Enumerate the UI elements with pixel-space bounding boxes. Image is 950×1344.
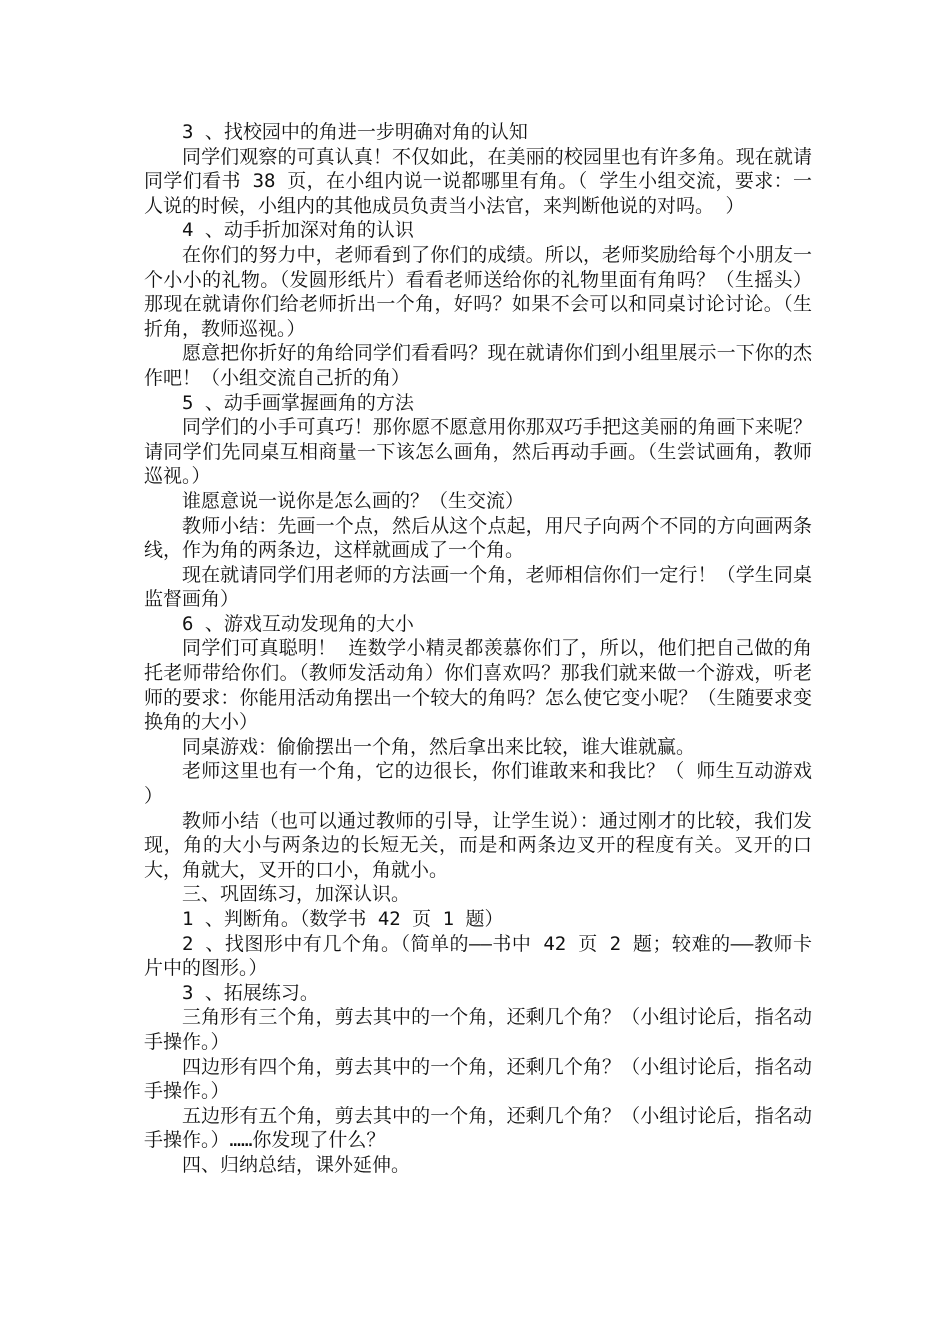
paragraph: 在你们的努力中，老师看到了你们的成绩。所以，老师奖励给每个小朋友一个小小的礼物。（发圆形纸片）看看老师送给你的礼物里面有角吗？（生摇头）那现在就请你们给老师折出一个角，好吗？如果不会可以和同桌讨论讨论。（生折角，教师巡视。） <box>144 243 812 340</box>
paragraph: 教师小结（也可以通过教师的引导，让学生说）：通过刚才的比较，我们发现，角的大小与两条边的长短无关，而是和两条边叉开的程度有关。叉开的口大，角就大，叉开的口小，角就小。 <box>144 809 812 881</box>
paragraph: 同学们观察的可真认真！不仅如此，在美丽的校园里也有许多角。现在就请同学们看书 38 页，在小组内说一说都哪里有角。（ 学生小组交流，要求：一人说的时候，小组内的其他成员负责当小法官，来判断他说的对吗。 ） <box>144 145 812 217</box>
document-body <box>144 120 812 1178</box>
paragraph: 同桌游戏：偷偷摆出一个角，然后拿出来比较，谁大谁就赢。 <box>182 735 696 758</box>
heading-draw-angles: 5 、动手画掌握画角的方法 <box>182 391 414 414</box>
list-item: 1 、判断角。（数学书 42 页 1 题） <box>182 908 504 930</box>
paragraph: 五边形有五个角，剪去其中的一个角，还剩几个角？（小组讨论后，指名动手操作。）……你发现了什么？ <box>144 1104 812 1152</box>
heading-fold-angles: 4 、动手折加深对角的认识 <box>182 219 414 242</box>
list-item: 2 、找图形中有几个角。（简单的——书中 42 页 2 题；较难的——教师卡片中的图形。） <box>144 932 812 980</box>
paragraph: 教师小结：先画一个点，然后从这个点起，用尺子向两个不同的方向画两条线，作为角的两条边，这样就画成了一个角。 <box>144 514 812 562</box>
heading-find-angles-campus: 3 、找校园中的角进一步明确对角的认知 <box>182 121 528 143</box>
paragraph: 同学们可真聪明！ 连数学小精灵都羡慕你们了，所以，他们把自己做的角托老师带给你们。（教师发活动角）你们喜欢吗？那我们就来做一个游戏，听老师的要求：你能用活动角摆出一个较大的角吗？怎么使它变小呢？（生随要求变换角的大小） <box>144 637 812 734</box>
section-heading-practice: 三、巩固练习，加深认识。 <box>182 883 411 906</box>
paragraph: 同学们的小手可真巧！那你愿不愿意用你那双巧手把这美丽的角画下来呢？请同学们先同桌互相商量一下该怎么画角，然后再动手画。（生尝试画角，教师巡视。） <box>144 416 812 488</box>
paragraph: 现在就请同学们用老师的方法画一个角，老师相信你们一定行！（学生同桌监督画角） <box>144 563 812 611</box>
section-heading-summary: 四、归纳总结，课外延伸。 <box>182 1153 411 1176</box>
paragraph: 谁愿意说一说你是怎么画的？（生交流） <box>182 489 525 512</box>
paragraph: 老师这里也有一个角，它的边很长，你们谁敢来和我比？（ 师生互动游戏 ） <box>144 760 812 808</box>
heading-game-angle-size: 6 、游戏互动发现角的大小 <box>182 612 414 635</box>
list-item: 3 、拓展练习。 <box>182 981 319 1004</box>
paragraph: 三角形有三个角，剪去其中的一个角，还剩几个角？（小组讨论后，指名动手操作。） <box>144 1006 812 1053</box>
paragraph: 愿意把你折好的角给同学们看看吗？现在就请你们到小组里展示一下你的杰作吧！（小组交流自己折的角） <box>144 342 812 389</box>
paragraph: 四边形有四个角，剪去其中的一个角，还剩几个角？（小组讨论后，指名动手操作。） <box>144 1055 812 1103</box>
